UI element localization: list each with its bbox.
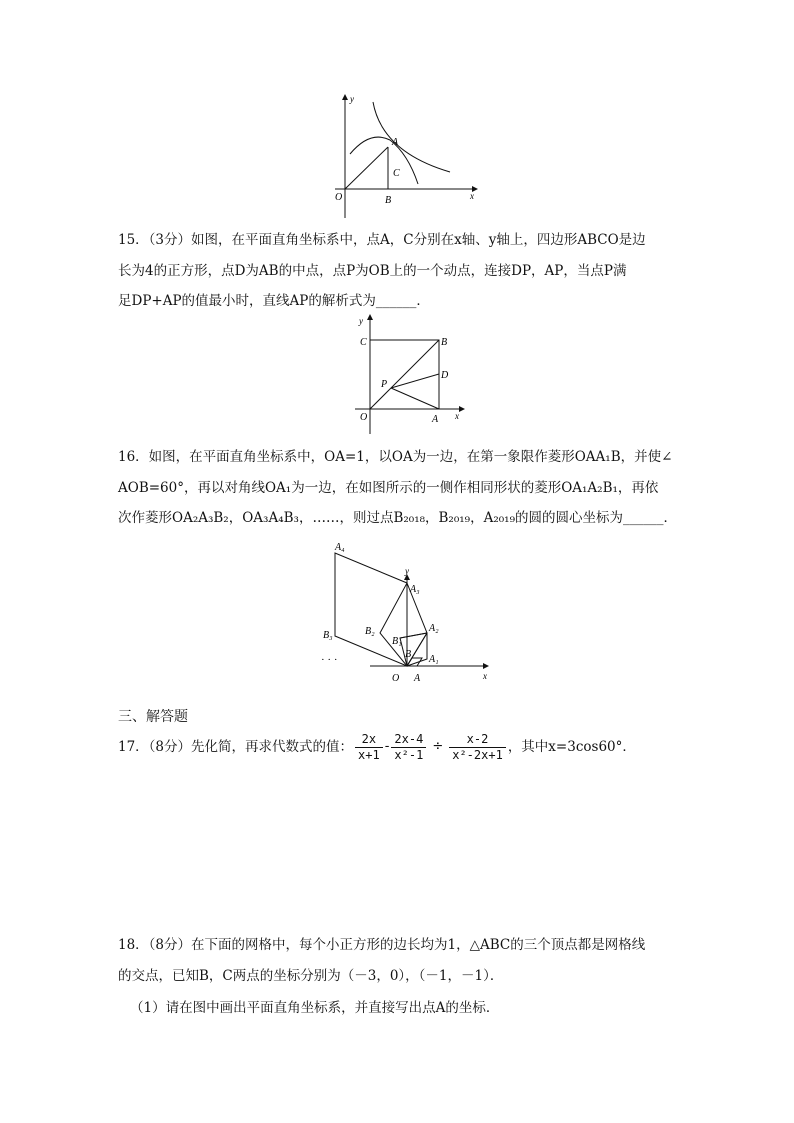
label-a: A (414, 673, 421, 684)
label-b: B (385, 195, 392, 206)
label-c: C (360, 337, 367, 348)
fraction-2 (391, 732, 426, 763)
x-axis-arrow (459, 406, 465, 412)
minus-sign: - (384, 739, 390, 754)
fig-hyperbola (330, 92, 480, 222)
q15-line-2: 长为4的正方形，点D为AB的中点，点P为OB上的一个动点，连接DP，AP，当点P满 (118, 263, 627, 279)
label-y: y (350, 94, 354, 104)
fig-square (345, 312, 470, 437)
label-b2: B₂ (365, 626, 375, 637)
q16-line-3: 次作菱形OA₂A₃B₂，OA₃A₄B₃，……，则过点B₂₀₁₈，B₂₀₁₉，A₂₀₁₉的圆的圆心坐标为______． (118, 510, 677, 526)
label-a3: A₃ (410, 584, 420, 595)
diagonal-ob (370, 340, 439, 409)
label-x: x (483, 671, 487, 681)
q15-line-3: 足DP+AP的值最小时，直线AP的解析式为______． (118, 293, 430, 309)
segment-pa (391, 388, 439, 409)
helper-b1 (400, 633, 427, 638)
label-d: D (441, 370, 449, 381)
label-p: P (381, 379, 388, 390)
label-b: B (441, 337, 448, 348)
divide-sign: ÷ (432, 739, 444, 754)
hyperbola-upper (373, 102, 450, 172)
fraction-2-numerator: 2x-4 (391, 732, 426, 748)
q17-prefix: 17．（8分）先化简，再求代数式的值： (118, 739, 354, 755)
label-o: O (392, 673, 400, 684)
label-b3: B₃ (323, 630, 333, 641)
segment-oa (345, 147, 388, 189)
fig-rhombi (315, 538, 500, 688)
fraction-2-denominator: x²-1 (394, 747, 424, 762)
label-b1: B₁ (392, 636, 402, 647)
q18-line-3: （1）请在图中画出平面直角坐标系，并直接写出点A的坐标． (130, 1000, 500, 1016)
fraction-1-denominator: x+1 (358, 747, 380, 762)
label-a: A (432, 414, 439, 425)
label-a: A (392, 137, 399, 148)
q17-suffix: ，其中x=3cos60°． (507, 739, 636, 755)
rhombus-oa3a4b3 (335, 553, 407, 666)
label-x: x (470, 191, 474, 201)
label-b: B (405, 649, 412, 660)
label-a4: A₄ (335, 542, 345, 553)
label-y: y (359, 316, 363, 326)
y-axis-arrow (367, 314, 373, 320)
fraction-3 (449, 732, 506, 763)
label-dots: · · · (321, 654, 338, 666)
label-c: C (393, 168, 400, 179)
hyperbola-lower (350, 137, 418, 184)
q18-line-1: 18．（8分）在下面的网格中，每个小正方形的边长均为1，△ABC的三个顶点都是网格线 (118, 937, 646, 953)
label-a1: A₁ (429, 654, 439, 665)
fraction-3-denominator: x²-2x+1 (452, 747, 503, 762)
q16-line-1: 16．如图，在平面直角坐标系中，OA=1，以OA为一边，在第一象限作菱形OAA₁B，并使∠ (118, 449, 673, 465)
label-a2: A₂ (429, 623, 439, 634)
q17-line (118, 728, 688, 766)
q15-line-1: 15．（3分）如图，在平面直角坐标系中，点A，C分别在x轴、y轴上，四边形ABCO是边 (118, 232, 646, 248)
label-y: y (405, 566, 409, 576)
fraction-1-numerator: 2x (355, 732, 383, 748)
x-axis-arrow (483, 663, 489, 669)
q18-line-2: 的交点，已知B，C两点的坐标分别为（－3，0），（－1，－1）． (118, 968, 504, 984)
y-axis-arrow (342, 94, 348, 100)
section-heading: 三、解答题 (118, 709, 188, 725)
label-x: x (455, 411, 459, 421)
q16-line-2: AOB=60°，再以对角线OA₁为一边，在如图所示的一侧作相同形状的菱形OA₁A₂B₁，再依 (118, 480, 659, 496)
fraction-1 (355, 732, 383, 763)
label-o: O (335, 192, 343, 203)
fraction-3-numerator: x-2 (449, 732, 506, 748)
label-o: O (360, 412, 368, 423)
